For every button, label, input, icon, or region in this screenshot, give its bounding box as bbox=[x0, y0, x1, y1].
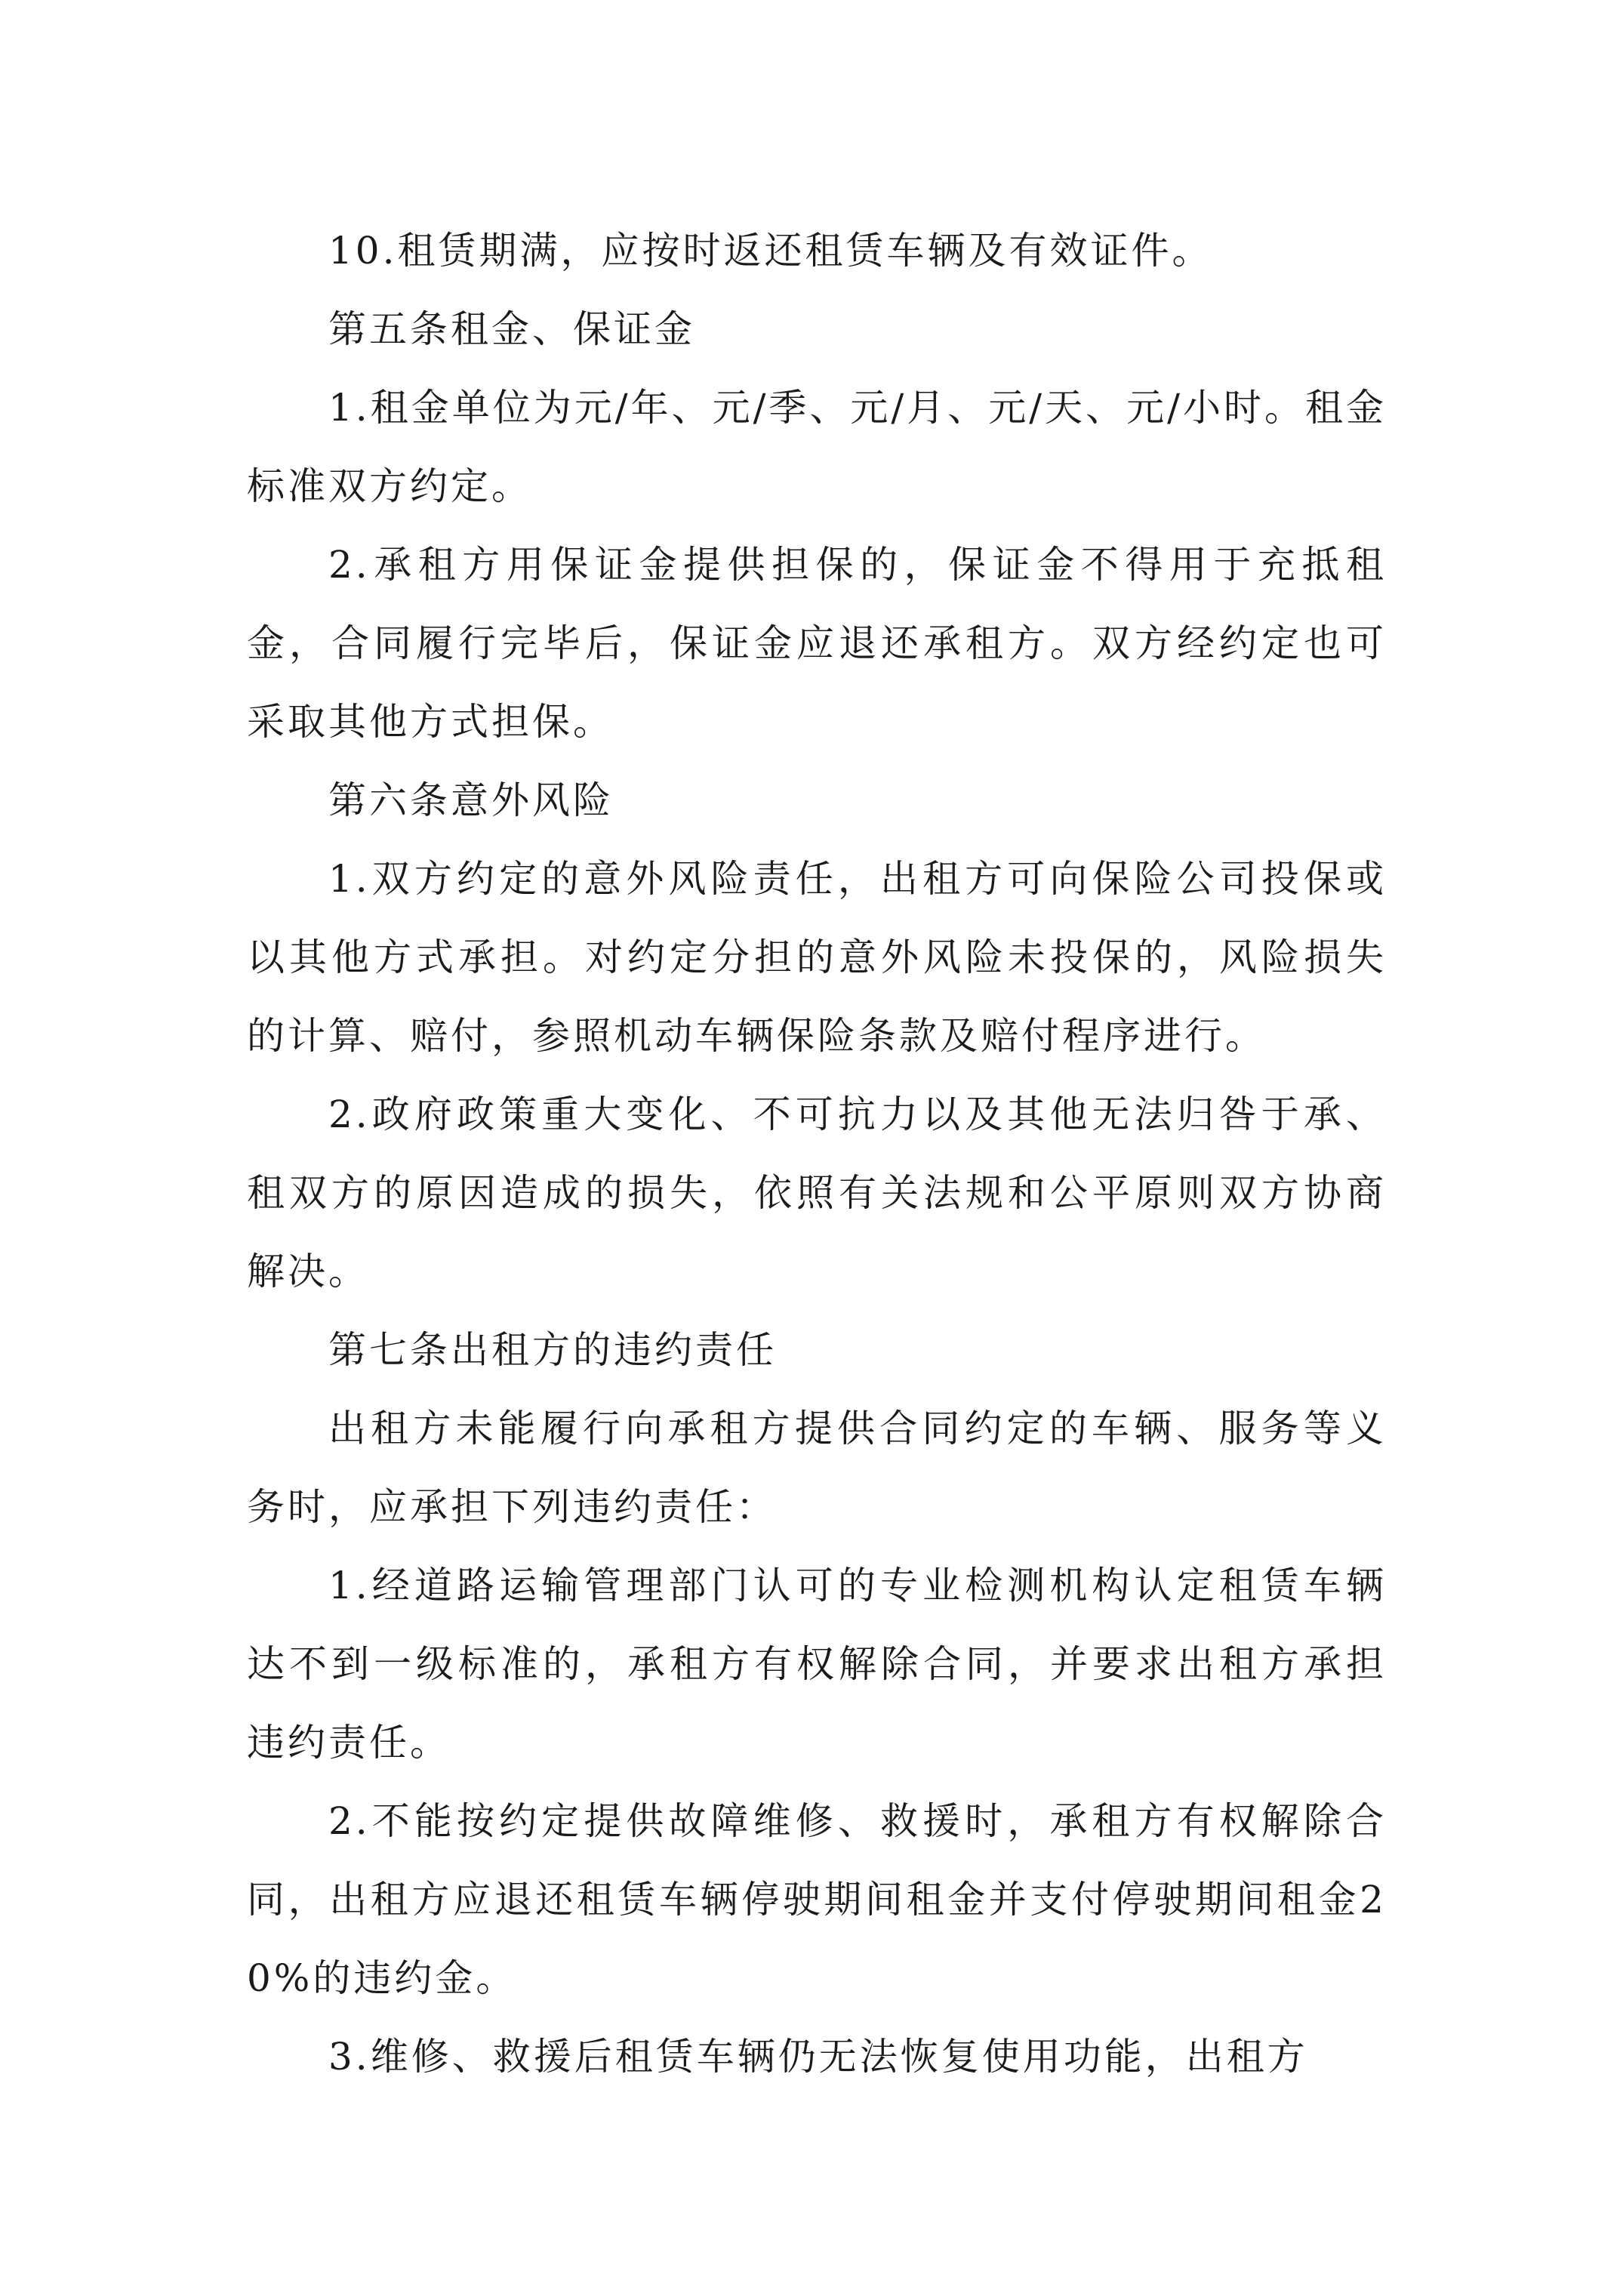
paragraph-return-vehicle: 10.租赁期满，应按时返还租赁车辆及有效证件。 bbox=[328, 229, 1213, 273]
paragraph-accident-risk: 1.双方约定的意外风险责任，出租方可向保险公司投保或以其他方式承担。对约定分担的意外风险未投保的，风险损失的计算、赔付，参照机动车辆保险条款及赔付程序进行。 bbox=[247, 857, 1387, 1058]
paragraph-inspection-standard: 1.经道路运输管理部门认可的专业检测机构认定租赁车辆达不到一级标准的，承租方有权解除合同，并要求出租方承担违约责任。 bbox=[247, 1564, 1387, 1764]
paragraph-rent-unit: 1.租金单位为元/年、元/季、元/月、元/天、元/小时。租金标准双方约定。 bbox=[247, 386, 1387, 508]
paragraph-lessor-obligation: 出租方未能履行向承租方提供合同约定的车辆、服务等义务时，应承担下列违约责任： bbox=[247, 1407, 1387, 1529]
paragraph-repair-failure: 3.维修、救援后租赁车辆仍无法恢复使用功能，出租方 bbox=[328, 2035, 1308, 2079]
heading-article-6: 第六条意外风险 bbox=[328, 778, 614, 822]
paragraph-repair-rescue: 2.不能按约定提供故障维修、救援时，承租方有权解除合同，出租方应退还租赁车辆停驶期间租金并支付停驶期间租金20%的违约金。 bbox=[247, 1799, 1387, 2000]
heading-article-5: 第五条租金、保证金 bbox=[328, 307, 695, 351]
heading-article-7: 第七条出租方的违约责任 bbox=[328, 1328, 777, 1372]
paragraph-force-majeure: 2.政府政策重大变化、不可抗力以及其他无法归咎于承、租双方的原因造成的损失，依照有关法规和公平原则双方协商解决。 bbox=[247, 1093, 1387, 1293]
document-body bbox=[247, 211, 1387, 2096]
paragraph-deposit: 2.承租方用保证金提供担保的，保证金不得用于充抵租金，合同履行完毕后，保证金应退还承租方。双方经约定也可采取其他方式担保。 bbox=[247, 543, 1387, 744]
